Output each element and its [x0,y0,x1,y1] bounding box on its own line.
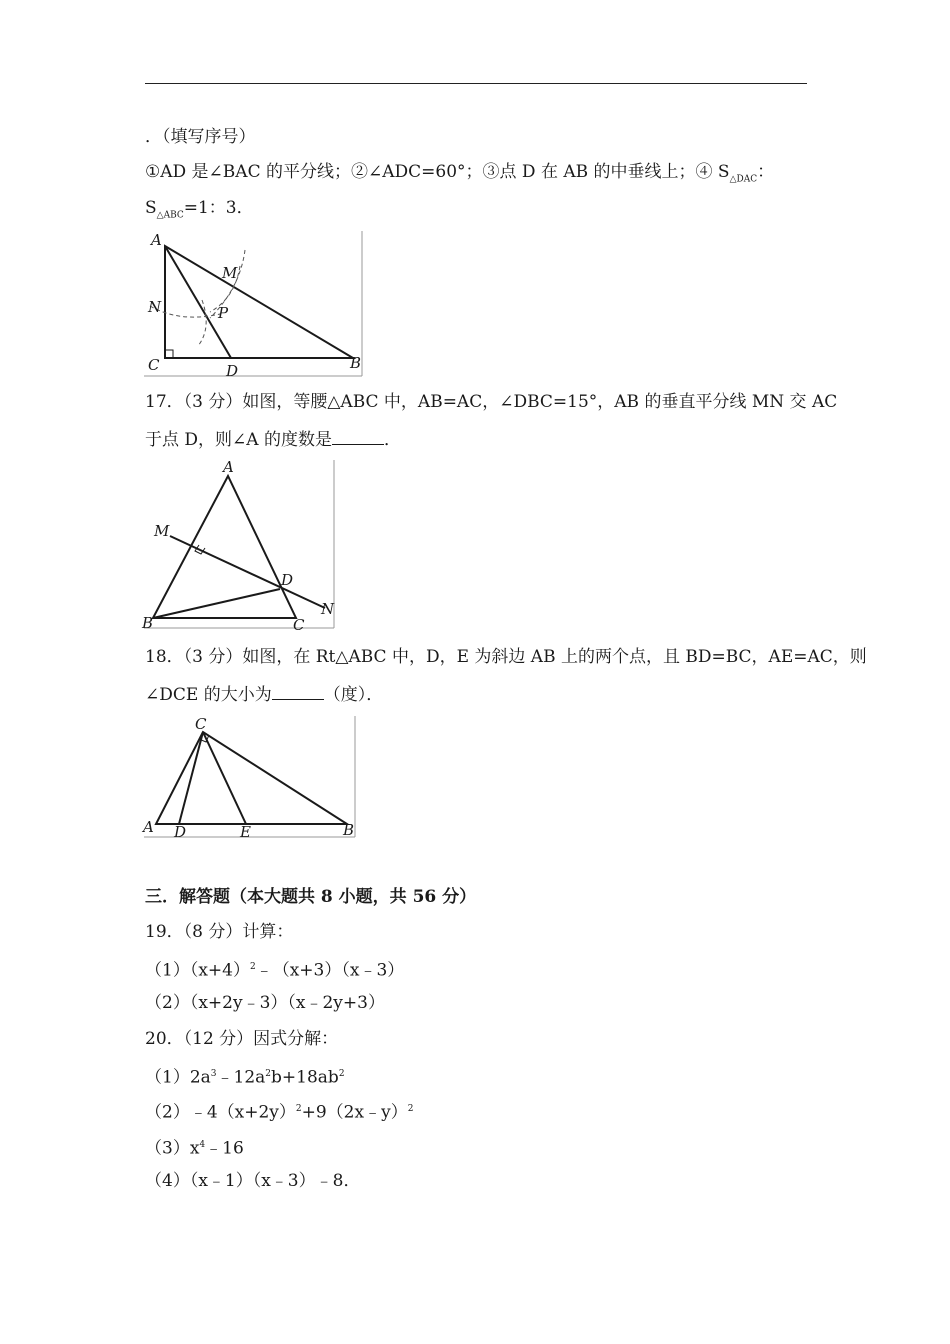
label-c: C [195,715,207,733]
q17-suffix: ． [383,430,401,450]
q18-line2 [145,683,383,705]
q20-p1-b: ﹣12a [216,1067,266,1088]
segment-ad [165,246,231,358]
sub-abc: △ABC [156,210,184,221]
q20-p3-b: ﹣16 [205,1138,244,1159]
header-rule [145,83,807,84]
answer-blank [332,428,384,445]
q20-p3-a: （3）x [145,1138,200,1159]
q19-p1-a: （1）（x+4） [145,960,250,981]
q20-part4: （4）（x﹣1）（x﹣3）﹣8． [145,1171,361,1191]
label-c: C [148,356,160,374]
q20-p2-b: +9（2x﹣y） [301,1102,408,1123]
figure-right-triangle [140,713,360,843]
label-n: N [321,600,335,618]
label-a: A [223,458,234,476]
q18-suffix: （度）． [323,685,384,705]
label-e: E [240,823,251,841]
q20-title: 20．（12 分）因式分解： [145,1029,339,1049]
q20-p1-sup3: 2 [338,1069,345,1079]
label-d: D [226,362,239,380]
q20-p2-sup2: 2 [407,1104,414,1114]
q20-part1 [145,1064,345,1088]
q19-part2: （2）（x+2y﹣3）（x﹣2y+3） [145,993,385,1013]
label-b: B [350,354,362,372]
label-d: D [281,571,294,589]
label-p: P [218,304,229,322]
q19-title: 19．（8 分）计算： [145,922,294,942]
label-a: A [143,818,154,836]
segment-cd [179,732,203,824]
triangle-abc [156,732,347,824]
section3-heading: 三．解答题（本大题共 8 小题，共 56 分） [145,887,477,907]
q20-p1-c: b+18ab [271,1067,339,1088]
q18-line1: 18．（3 分）如图，在 Rt△ABC 中，D，E 为斜边 AB 上的两个点，且 BD=BC，AE=AC，则 [145,647,867,667]
answer-blank [272,683,324,700]
fill-hint: ．（填写序号） [145,127,256,147]
q20-p2-sup1: 2 [295,1104,302,1114]
ratio-line [145,198,254,225]
q20-part2 [145,1099,413,1123]
q19-p1-sup: 2 [249,962,256,972]
q17-line1: 17．（3 分）如图，等腰△ABC 中，AB=AC，∠DBC=15°，AB 的垂直平分线 MN 交 AC [145,392,838,412]
label-d: D [174,823,187,841]
q19-p1-b: ﹣（x+3）（x﹣3） [255,960,405,981]
colon: ： [757,162,775,182]
q18-prefix: ∠DCE 的大小为 [145,685,272,705]
figure-isosceles [140,458,340,633]
label-n: N [148,298,162,316]
label-c: C [293,616,305,633]
q17-prefix: 于点 D，则∠A 的度数是 [145,430,332,450]
options-line [145,162,774,189]
options-text: ①AD 是∠BAC 的平分线；②∠ADC=60°；③点 D 在 AB 的中垂线上；④ S [145,162,730,182]
triangle-abc [165,246,353,358]
triangle-abc [153,476,296,618]
segment-bd [153,589,280,618]
label-m: M [222,264,238,282]
q19-part1 [145,957,404,981]
q20-p3-sup: 4 [199,1140,206,1150]
q20-part3 [145,1135,244,1159]
q20-p1-sup2: 2 [265,1069,272,1079]
label-m: M [154,522,170,540]
label-b: B [142,614,154,632]
ratio-text: =1：3． [183,198,254,218]
q17-line2 [145,428,401,450]
q20-p1-a: （1）2a [145,1067,211,1088]
figure-angle-bisector [140,228,370,380]
label-b: B [343,821,355,839]
q20-p2-a: （2）﹣4（x+2y） [145,1102,296,1123]
q20-p1-sup1: 3 [210,1069,217,1079]
sub-dac: △DAC [729,174,758,185]
s-letter: S [145,198,157,218]
label-a: A [151,231,162,249]
